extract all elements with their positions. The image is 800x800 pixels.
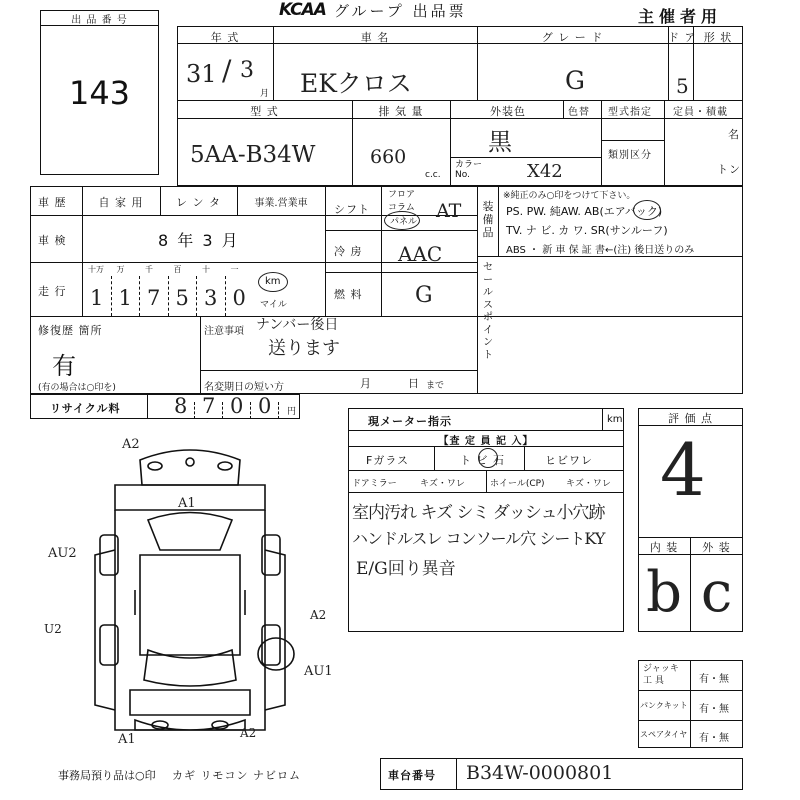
color-change-label: 色替 [568, 107, 590, 118]
name-label: 車 名 [360, 31, 390, 44]
mileage-digit: 0 [232, 286, 246, 310]
recycle-digit: 7 [202, 394, 216, 418]
repair-note: (有の場合は○印を) [38, 383, 116, 393]
rating-score: 4 [660, 428, 706, 512]
history-option-rental: レ ン タ [176, 196, 221, 209]
fuel-value: G [415, 283, 433, 308]
spare-choice: 有・無 [699, 733, 729, 744]
exterior-value: c [700, 560, 733, 625]
damage-mark-bottom-right: A2 [240, 726, 257, 740]
recycle-digit: 8 [174, 394, 188, 418]
mileage-digit: 1 [90, 286, 104, 310]
equipment-line3: ABS ・ 新 車 保 証 書←(注) 後日送りのみ [506, 245, 695, 256]
mileage-digit: 3 [204, 286, 218, 310]
recycle-unit: 円 [287, 407, 297, 417]
shift-option-column: コラム [388, 203, 415, 213]
caution-label: 注意事項 [204, 326, 244, 337]
history-option-private: 自 家 用 [98, 196, 144, 209]
glass-label: Fガラス [366, 454, 409, 467]
car-diagram [40, 430, 340, 760]
spare-label: スペアタイヤ [640, 730, 688, 739]
damage-mark-top: A2 [122, 437, 140, 452]
chassis-label: 車台番号 [388, 769, 436, 782]
mileage-label: 走 行 [38, 285, 67, 298]
mileage-unit: 万 [116, 265, 125, 274]
mirror-label: ドアミラー [352, 479, 397, 489]
office-items: カギ リモコン ナビロム [172, 769, 301, 782]
inspector-comment-1: 室内汚れ キズ シミ ダッシュ小穴跡 [352, 503, 605, 523]
month-unit: 月 [260, 89, 270, 99]
recycle-digit: 0 [230, 394, 244, 418]
doors-label: ド ア [668, 31, 697, 44]
damage-mark-left-rear: U2 [44, 622, 62, 636]
inspector-comment-3: E/G回り異音 [356, 559, 456, 579]
wheel-options: キズ・ワレ [566, 479, 611, 489]
designated-label: 型式指定 [608, 107, 652, 118]
mileage-digit: 5 [175, 286, 189, 310]
jack-label: ジャッキ 工 具 [643, 664, 679, 686]
glass-circle [478, 448, 498, 468]
mileage-unit: 十 [202, 265, 210, 274]
meter-label: 現メーター指示 [368, 415, 452, 428]
mile-label: マイル [260, 300, 287, 310]
equipment-note: ※純正のみ○印をつけて下さい。 [503, 191, 636, 201]
fuel-label: 燃 料 [334, 288, 363, 301]
ac-value: AAC [398, 242, 443, 266]
category-label: 類別区分 [608, 150, 652, 161]
interior-value: b [646, 560, 682, 625]
shift-option-floor: フロア [388, 190, 416, 200]
inspection-value: 8 年 3 月 [158, 231, 240, 250]
capacity-unit-ton: トン [717, 163, 741, 176]
recycle-digit: 0 [258, 394, 272, 418]
displacement-label: 排 気 量 [378, 105, 424, 118]
damage-mark-right: A2 [310, 608, 327, 622]
exterior-label: 外 装 [702, 541, 731, 554]
interior-label: 内 装 [649, 541, 679, 554]
ab-circle [633, 200, 661, 220]
shift-label: シフト [334, 203, 370, 216]
office-note: 事務局預り品は○印 [58, 769, 156, 782]
repair-label: 修復歴 箇所 [38, 324, 103, 337]
history-option-business: 事業.営業車 [254, 198, 308, 209]
shape-label: 形 状 [703, 31, 733, 44]
recycle-label: リサイクル料 [50, 402, 121, 415]
wheel-label: ホイール(CP) [490, 479, 545, 489]
header-logo: KCAA [279, 0, 326, 20]
lot-number: 143 [68, 74, 131, 112]
panel-circle [384, 211, 420, 230]
equipment-line1: PS. PW. 純AW. AB(エアバック) [506, 205, 663, 218]
caution-text-2: 送ります [268, 338, 340, 359]
rating-label: 評 価 点 [668, 412, 713, 425]
deadline-day: 日 [408, 377, 420, 390]
sales-point-label: セールスポイント [483, 262, 493, 361]
damage-mark-left: AU2 [48, 546, 77, 561]
mileage-unit: 千 [145, 265, 153, 274]
capacity-unit-people: 名 [728, 128, 740, 141]
mileage-unit: 十万 [88, 265, 104, 274]
deadline-month: 月 [360, 377, 372, 390]
chassis-value: B34W-0000801 [466, 762, 614, 784]
mirror-options: キズ・ワレ [420, 479, 465, 489]
glass-options: ト ビ 石 [460, 454, 505, 467]
mileage-unit: 一 [230, 265, 239, 274]
km-circle [258, 272, 288, 292]
equipment-label: 装備品 [482, 200, 494, 239]
mileage-unit: 百 [173, 265, 182, 274]
damage-mark-bottom: A1 [118, 732, 136, 747]
inspector-comment-2: ハンドルスレ コンソール穴 シートKY [352, 529, 605, 548]
inspection-label: 車 検 [38, 234, 67, 247]
history-label: 車 歴 [38, 196, 67, 209]
shift-option-panel: パネル [390, 217, 418, 227]
cc-unit: c.c. [425, 170, 441, 180]
color-label: 外装色 [490, 105, 526, 118]
ac-label: 冷 房 [334, 245, 363, 258]
color-no-label: カラー No. [455, 160, 483, 180]
color-value: 黒 [488, 128, 512, 156]
model-value: 5AA-B34W [190, 142, 316, 168]
deadline-suffix: まで [426, 381, 445, 391]
grade-label: グ レ ー ド [541, 31, 604, 44]
month-value: 3 [240, 58, 254, 83]
header-title: グループ 出品票 [334, 2, 467, 20]
mileage-digit: 7 [147, 286, 161, 310]
displacement-value: 660 [370, 146, 407, 168]
deadline-label: 名変期日の短い方 [204, 382, 284, 393]
grade-value: G [565, 66, 585, 95]
puncture-label: パンクキット [640, 701, 688, 710]
glass-crack: ヒビワレ [545, 454, 593, 467]
puncture-choice: 有・無 [699, 704, 729, 715]
model-label: 型 式 [250, 105, 279, 118]
shift-value: AT [436, 200, 462, 222]
name-value: EKクロス [300, 69, 412, 98]
color-no-value: X42 [527, 161, 563, 182]
mileage-digit: 1 [118, 286, 132, 310]
jack-choice: 有・無 [699, 674, 729, 685]
km-label: km [265, 276, 281, 287]
equipment-line2: TV. ナ ビ. カ ワ. SR(サンルーフ) [506, 224, 668, 237]
capacity-label: 定員・積載 [673, 107, 728, 118]
inspector-entry-label: 【査 定 員 記 入】 [438, 436, 534, 447]
caution-text-1: ナンバー後日 [256, 317, 339, 333]
damage-mark-right-rear: AU1 [304, 664, 333, 679]
organizer-label: 主催者用 [638, 7, 723, 26]
repair-value: 有 [52, 352, 76, 380]
year-value: 31 [186, 60, 217, 88]
meter-unit: km [607, 414, 623, 425]
year-label: 年 式 [210, 31, 240, 44]
damage-mark-hood: A1 [178, 496, 196, 511]
lot-label: 出 品 番 号 [71, 15, 128, 26]
doors-value: 5 [676, 74, 689, 98]
